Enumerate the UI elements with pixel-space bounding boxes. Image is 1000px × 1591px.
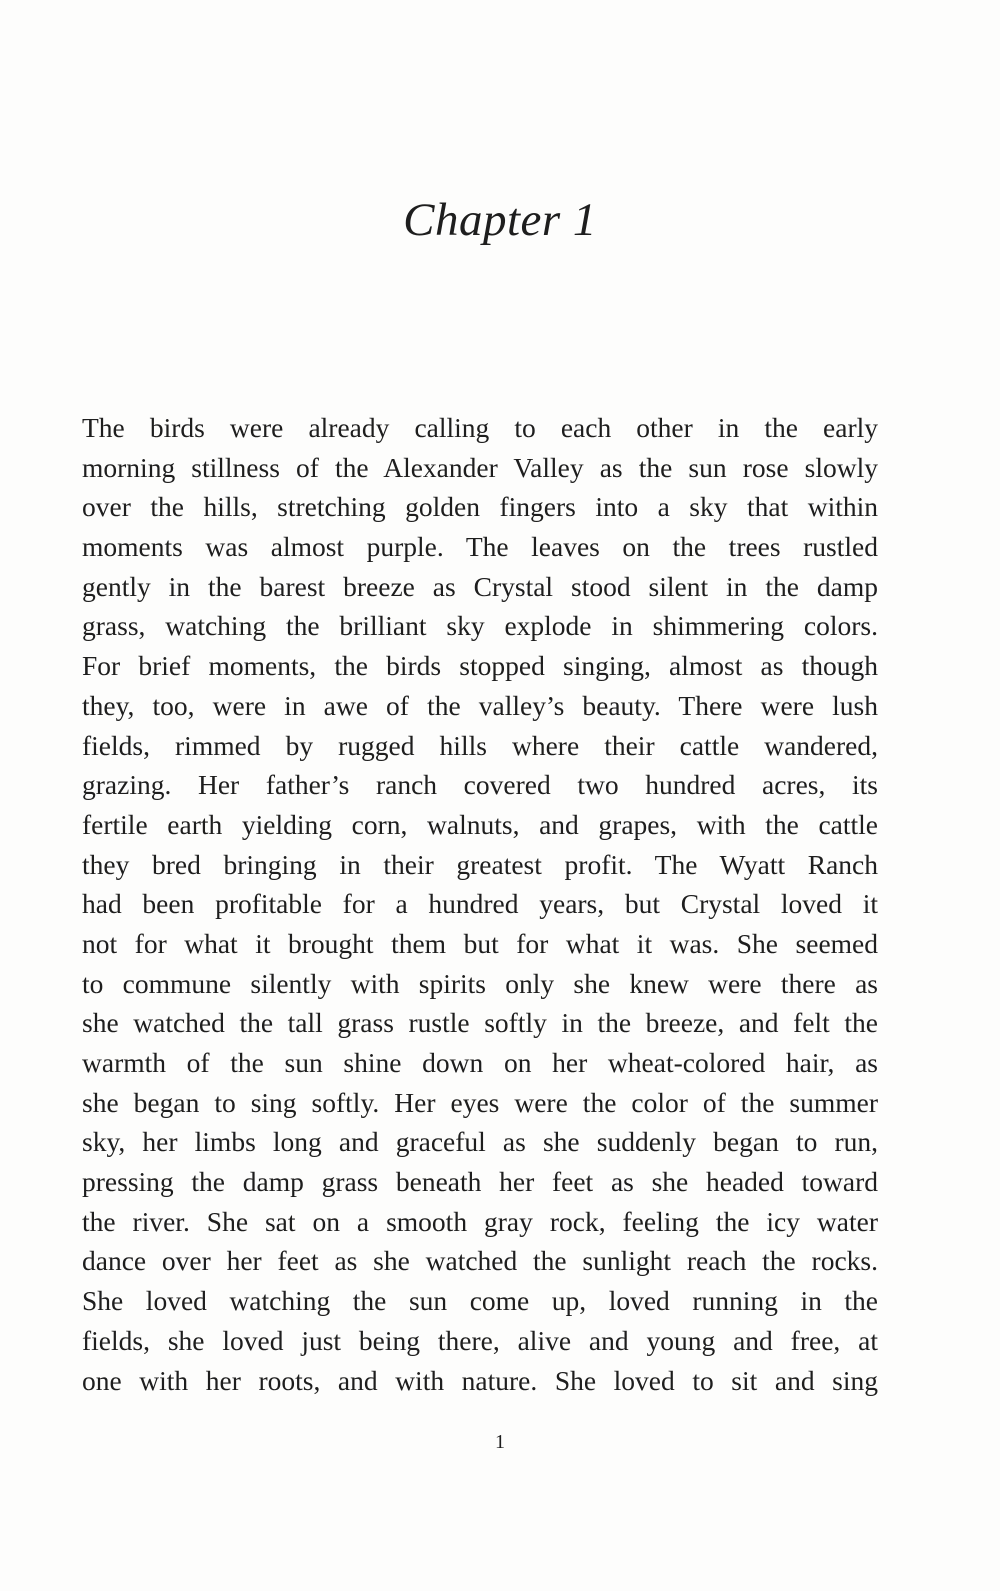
text-line: grass, watching the brilliant sky explode in shimmering colors. xyxy=(82,610,878,642)
text-line: pressing the damp grass beneath her feet as she headed toward xyxy=(82,1166,878,1198)
text-line: fertile earth yielding corn, walnuts, and grapes, with the cattle xyxy=(82,808,878,840)
text-line: she watched the tall grass rustle softly in the breeze, and felt the xyxy=(82,1007,878,1039)
text-line: gently in the barest breeze as Crystal stood silent in the damp xyxy=(82,570,878,602)
text-line: they, too, were in awe of the valley’s beauty. There were lush xyxy=(82,689,878,721)
text-line: morning stillness of the Alexander Valley as the sun rose slowly xyxy=(82,451,878,483)
chapter-title: Chapter 1 xyxy=(403,194,597,246)
text-line: sky, her limbs long and graceful as she suddenly began to run, xyxy=(82,1126,878,1158)
page-number: 1 xyxy=(495,1431,505,1453)
text-line: For brief moments, the birds stopped singing, almost as though xyxy=(82,650,878,682)
text-line: warmth of the sun shine down on her wheat-colored hair, as xyxy=(82,1047,878,1078)
text-line: not for what it brought them but for what it was. She seemed xyxy=(82,927,878,959)
text-line: dance over her feet as she watched the sunlight reach the rocks. xyxy=(82,1245,878,1277)
text-line: over the hills, stretching golden fingers into a sky that within xyxy=(82,491,878,523)
text-line: she began to sing softly. Her eyes were the color of the summer xyxy=(82,1086,878,1118)
text-line: had been profitable for a hundred years, but Crystal loved it xyxy=(82,888,878,920)
text-line: grazing. Her father’s ranch covered two hundred acres, its xyxy=(82,769,878,801)
body-text xyxy=(82,408,878,1400)
text-line: to commune silently with spirits only she knew were there as xyxy=(82,967,878,999)
text-line: the river. She sat on a smooth gray rock, feeling the icy water xyxy=(82,1205,878,1237)
text-line: The birds were already calling to each other in the early xyxy=(82,412,878,443)
text-line: fields, she loved just being there, alive and young and free, at xyxy=(82,1324,878,1356)
text-line: moments was almost purple. The leaves on the trees rustled xyxy=(82,531,878,563)
text-line: they bred bringing in their greatest profit. The Wyatt Ranch xyxy=(82,848,878,880)
text-line: fields, rimmed by rugged hills where their cattle wandered, xyxy=(82,729,878,761)
text-line: She loved watching the sun come up, loved running in the xyxy=(82,1285,878,1317)
text-line: one with her roots, and with nature. She loved to sit and sing xyxy=(82,1364,878,1396)
